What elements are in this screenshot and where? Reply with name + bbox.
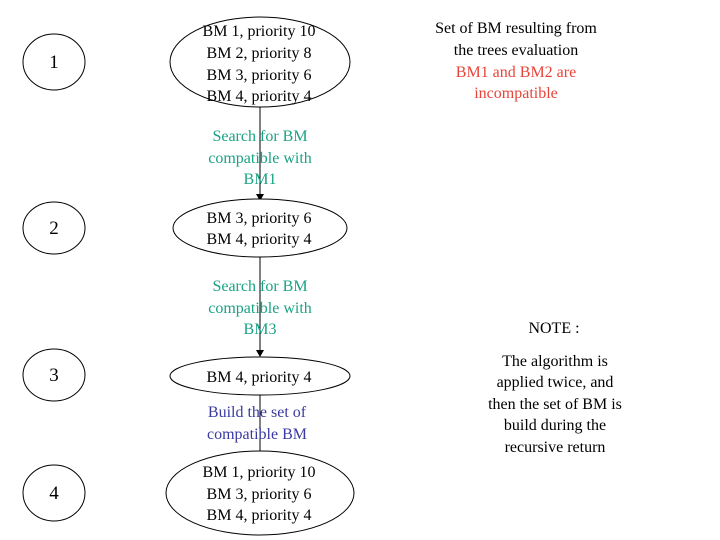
note-body-line: then the set of BM is	[488, 396, 622, 413]
bm-set-ellipse-2	[173, 199, 347, 257]
annotation-incompatible-line: incompatible	[474, 85, 558, 102]
bm-set-2-item: BM 4, priority 4	[206, 231, 312, 248]
transition-1-line: compatible with	[208, 150, 312, 167]
transition-1-line: Search for BM	[212, 128, 308, 145]
step-number-1: 1	[49, 52, 59, 73]
annotation-top-line: Set of BM resulting from	[435, 20, 597, 37]
bm-set-1-item: BM 2, priority 8	[206, 45, 312, 62]
step-numbers	[23, 34, 85, 521]
annotations	[435, 20, 622, 456]
bm-set-3-item: BM 4, priority 4	[206, 369, 312, 386]
bm-set-1-item: BM 4, priority 4	[206, 88, 312, 105]
transition-2-line: Search for BM	[212, 278, 308, 295]
bm-set-2-item: BM 3, priority 6	[206, 210, 312, 227]
bm-set-1-item: BM 1, priority 10	[202, 23, 316, 40]
bm-set-4-item: BM 3, priority 6	[206, 486, 312, 503]
note-title: NOTE :	[528, 320, 580, 337]
step-number-2: 2	[49, 218, 59, 239]
transition-2-line: compatible with	[208, 300, 312, 317]
transition-2-line: BM3	[243, 321, 277, 338]
annotation-top-line: the trees evaluation	[453, 42, 579, 59]
note-body-line: recursive return	[504, 439, 606, 456]
note-body-line: The algorithm is	[502, 353, 608, 370]
step-number-3: 3	[49, 365, 59, 386]
transition-1-line: BM1	[243, 171, 277, 188]
transition-labels	[207, 128, 312, 443]
transition-3-line: Build the set of	[207, 404, 307, 421]
arrowhead-2-3	[256, 350, 264, 357]
annotation-incompatible-line: BM1 and BM2 are	[455, 64, 577, 81]
note-body-line: applied twice, and	[496, 374, 614, 391]
bm-set-4-item: BM 4, priority 4	[206, 507, 312, 524]
bm-set-1-item: BM 3, priority 6	[206, 67, 312, 84]
note-body-line: build during the	[503, 417, 607, 434]
step-number-4: 4	[49, 483, 59, 504]
transition-3-line: compatible BM	[207, 426, 307, 443]
bm-set-4-item: BM 1, priority 10	[202, 464, 316, 481]
